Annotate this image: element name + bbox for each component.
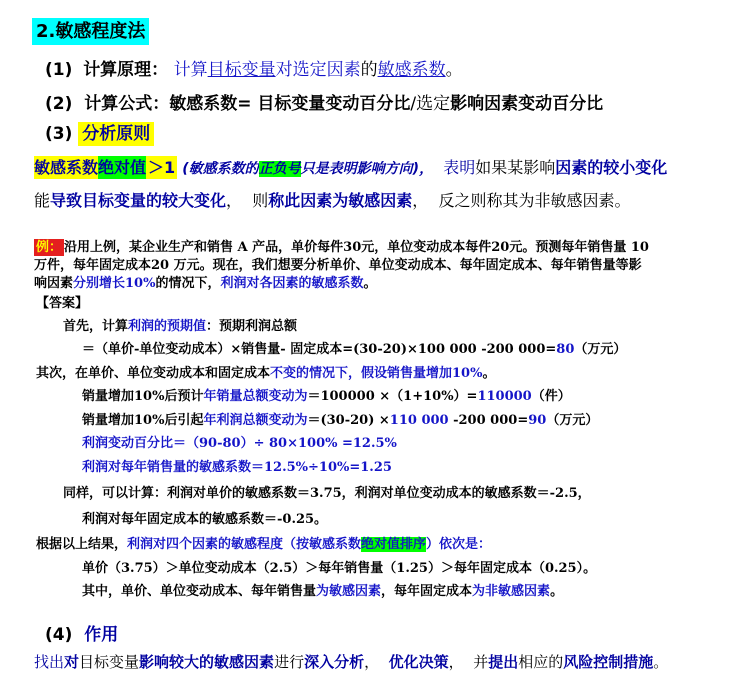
principle-text-2: 能导致目标变量的较大变化， 则称此因素为敏感因素， 反之则称其为非敏感因素。	[34, 191, 631, 210]
similar-calc-1: 同样，可以计算：利润对单价的敏感系数＝3.75，利润对单位变动成本的敏感系数＝-2.5，	[63, 486, 591, 501]
principle-text-1: 敏感系数绝对值 ＞1 (敏感系数的正负号只是表明影响方向)， 表明如果某影响因素的较小变化	[34, 158, 668, 177]
sales-volume-change: 销量增加10%后预计年销量总额变动为＝100000 ×（1+10%）=110000（件）	[82, 389, 571, 404]
profit-change-percent: 利润变动百分比＝（90-80）÷ 80×100% =12.5%	[82, 436, 397, 451]
formula-line: (2) 计算公式：敏感系数= 目标变量变动百分比/选定影响因素变动百分比	[45, 94, 604, 114]
answer-label: 【答案】	[36, 296, 89, 311]
ranking-result: 单价（3.75）＞单位变动成本（2.5）＞每年销售量（1.25）＞每年固定成本（0.25）。	[82, 561, 597, 576]
ranking-intro: 根据以上结果，利润对四个因素的敏感程度（按敏感系数绝对值排序）依次是：	[36, 537, 492, 552]
function-heading: (4) 作用	[45, 625, 119, 645]
analysis-principle-line: (3) 分析原则	[45, 119, 154, 144]
similar-calc-2: 利润对每年固定成本的敏感系数＝-0.25。	[82, 512, 328, 527]
profit-formula: ＝（单价-单位变动成本）×销售量- 固定成本=(30-20)×100 000 -200 000=80（万元）	[82, 342, 627, 357]
function-text: 找出对目标变量影响较大的敏感因素进行深入分析， 优化决策， 并提出相应的风险控制措施。	[34, 653, 669, 671]
step-second: 其次，在单价、单位变动成本和固定成本不变的情况下，假设销售量增加10%。	[36, 366, 496, 381]
example-tag: 例：	[36, 240, 63, 255]
ranking-classification: 其中，单价、单位变动成本、每年销售量为敏感因素，每年固定成本为非敏感因素。	[82, 584, 564, 599]
example-line-2: 万件，每年固定成本20 万元。现在，我们想要分析单价、单位变动成本、每年固定成本、每年销售量等影	[34, 258, 642, 273]
section-heading: 2.敏感程度法	[32, 17, 149, 43]
example-line-1: 例： 沿用上例，某企业生产和销售 A 产品，单价每件30元，单位变动成本每件20元。预测每年销售量 10	[36, 240, 649, 255]
example-line-3: 响因素分别增长10%的情况下，利润对各因素的敏感系数。	[34, 276, 377, 291]
step-first: 首先，计算利润的预期值：预期利润总额	[63, 319, 298, 334]
profit-change: 销量增加10%后引起年利润总额变动为＝(30-20) ×110 000 -200 000=90（万元）	[82, 413, 599, 428]
sales-sensitivity: 利润对每年销售量的敏感系数＝12.5%÷10%=1.25	[82, 460, 392, 475]
principle-line: (1) 计算原理： 计算目标变量对选定因素的敏感系数。	[45, 60, 463, 80]
